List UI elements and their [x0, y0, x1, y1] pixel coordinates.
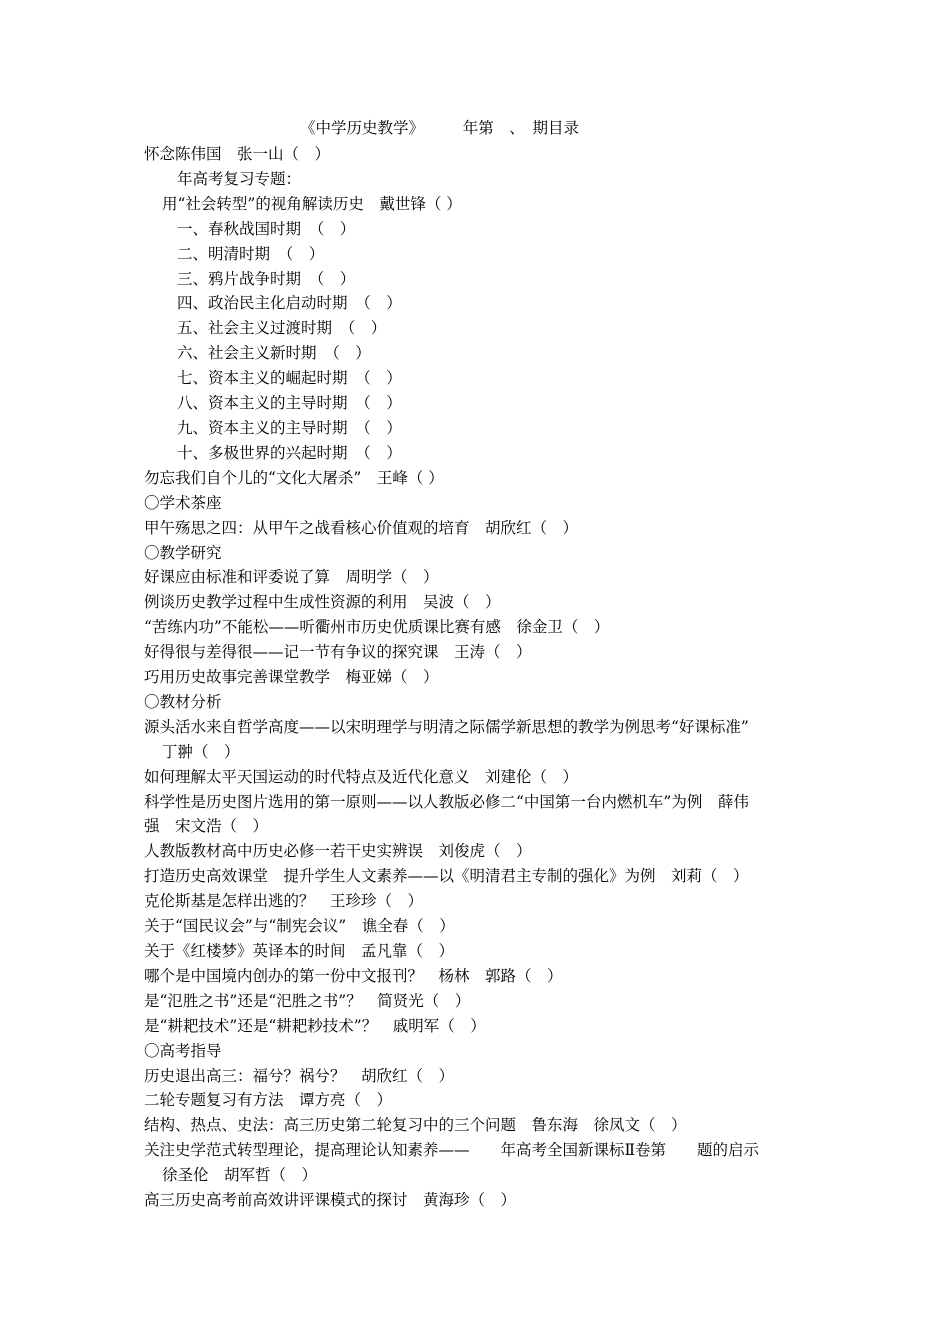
toc-line: 历史退出高三：福兮？祸兮？ 胡欣红（ ）: [144, 1066, 455, 1085]
toc-line: 关于“国民议会”与“制宪会议” 谯全春（ ）: [144, 917, 455, 936]
toc-line: 三、鸦片战争时期 （ ）: [177, 269, 356, 288]
toc-line: 结构、热点、史法：高三历史第二轮复习中的三个问题 鲁东海 徐凤文（ ）: [144, 1116, 687, 1135]
toc-line: 八、资本主义的主导时期 （ ）: [177, 394, 402, 413]
toc-line: 六、社会主义新时期 （ ）: [177, 344, 371, 363]
toc-line: 巧用历史故事完善课堂教学 梅亚娣（ ）: [144, 668, 439, 687]
toc-line: 科学性是历史图片选用的第一原则——以人教版必修二“中国第一台内燃机车”为例 薛伟: [144, 792, 749, 811]
toc-line: 怀念陈伟国 张一山（ ）: [144, 145, 331, 163]
toc-line: 关于《红楼梦》英译本的时间 孟凡靠（ ）: [144, 942, 455, 960]
toc-line: 源头活水来自哲学高度——以宋明理学与明清之际儒学新思想的教学为例思考“好课标准”: [144, 717, 749, 736]
toc-line: 例谈历史教学过程中生成性资源的利用 吴波（ ）: [144, 593, 501, 612]
toc-line: 〇学术茶座: [144, 493, 222, 512]
table-of-contents: [144, 142, 816, 1213]
toc-line: 〇高考指导: [144, 1041, 222, 1060]
toc-line: 二轮专题复习有方法 谭方亮（ ）: [144, 1091, 393, 1110]
toc-line: 〇教材分析: [144, 692, 222, 711]
toc-line: 丁翀（ ）: [162, 742, 240, 761]
toc-line: 一、春秋战国时期 （ ）: [177, 219, 356, 238]
toc-line: 七、资本主义的崛起时期 （ ）: [177, 369, 402, 388]
toc-line: “苦练内功”不能松——听衢州市历史优质课比赛有感 徐金卫（ ）: [144, 618, 610, 637]
toc-line: 甲午殇思之四：从甲午之战看核心价值观的培育 胡欣红（ ）: [144, 518, 579, 537]
toc-line: 〇教学研究: [144, 543, 222, 562]
toc-line: 徐圣伦 胡军哲（ ）: [162, 1166, 318, 1185]
toc-line: 高三历史高考前高效讲评课模式的探讨 黄海珍（ ）: [144, 1191, 517, 1210]
toc-line: 勿忘我们自个儿的“文化大屠杀” 王峰（ ）: [144, 468, 444, 487]
toc-line: 年高考复习专题：: [177, 169, 302, 188]
toc-line: 二、明清时期 （ ）: [177, 244, 325, 263]
document-title: 《中学历史教学》 年第 、 期目录: [300, 119, 580, 137]
toc-line: 是“氾胜之书”还是“汜胜之书”？ 简贤光（ ）: [144, 991, 471, 1010]
toc-line: 九、资本主义的主导时期 （ ）: [177, 418, 402, 437]
toc-line: 打造历史高效课堂 提升学生人文素养——以《明清君主专制的强化》为例 刘莉（ ）: [144, 867, 749, 886]
toc-line: 如何理解太平天国运动的时代特点及近代化意义 刘建伦（ ）: [144, 767, 579, 786]
toc-line: 好课应由标准和评委说了算 周明学（ ）: [144, 568, 439, 587]
toc-line: 十、多极世界的兴起时期 （ ）: [177, 443, 402, 462]
toc-line: 强 宋文浩（ ）: [144, 817, 269, 836]
toc-line: 五、社会主义过渡时期 （ ）: [177, 319, 387, 338]
toc-line: 哪个是中国境内创办的第一份中文报刊？ 杨林 郭路（ ）: [144, 966, 563, 985]
toc-line: 用“社会转型”的视角解读历史 戴世锋（ ）: [162, 194, 462, 213]
toc-line: 四、政治民主化启动时期 （ ）: [177, 294, 402, 313]
toc-line: 克伦斯基是怎样出逃的？ 王珍珍（ ）: [144, 892, 424, 911]
toc-line: 好得很与差得很——记一节有争议的探究课 王涛（ ）: [144, 643, 532, 662]
toc-line: 人教版教材高中历史必修一若干史实辨误 刘俊虎（ ）: [144, 842, 532, 861]
toc-line: 是“耕耙技术”还是“耕耙耖技术”？ 戚明军（ ）: [144, 1016, 486, 1035]
toc-line: 关注史学范式转型理论，提高理论认知素养—— 年高考全国新课标Ⅱ卷第 题的启示: [144, 1141, 760, 1160]
